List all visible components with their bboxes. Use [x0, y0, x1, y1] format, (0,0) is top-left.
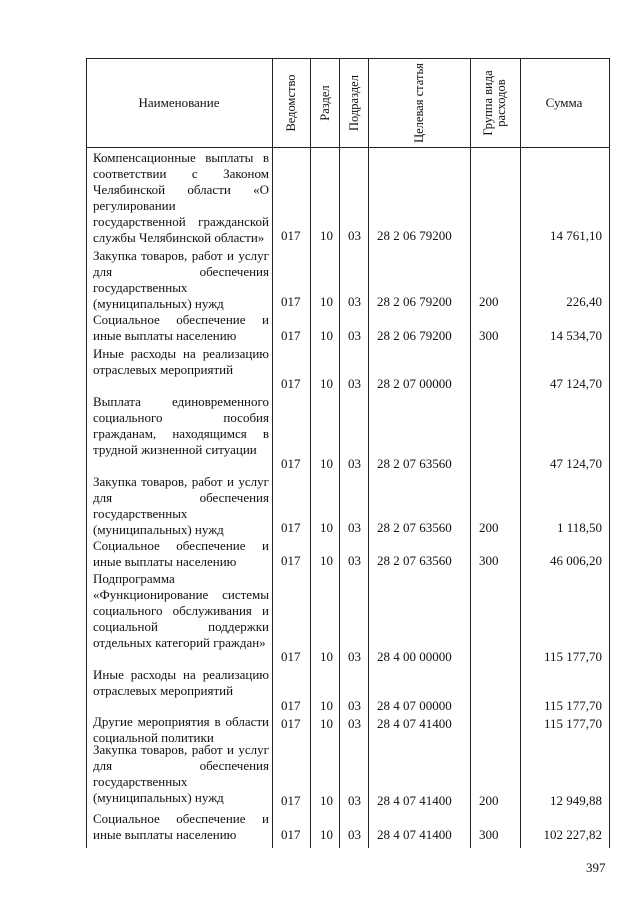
row-gruppa: 300: [479, 827, 499, 842]
row-podrazdel: 03: [348, 827, 361, 842]
row-razdel: 10: [320, 827, 333, 842]
row-podrazdel: 03: [348, 376, 361, 391]
row-podrazdel: 03: [348, 649, 361, 664]
row-gruppa: 200: [479, 520, 499, 535]
row-name: Выплата единовременного социального пособия гражданам, находящимся в трудной жизненной ситуации: [93, 394, 269, 457]
row-gruppa: 300: [479, 328, 499, 343]
row-razdel: 10: [320, 294, 333, 309]
row-summa: 1 118,50: [556, 520, 602, 535]
row-celevaya-statya: 28 4 07 00000: [377, 698, 452, 713]
row-vedomstvo: 017: [281, 228, 301, 243]
row-podrazdel: 03: [348, 456, 361, 471]
row-vedomstvo: 017: [281, 328, 301, 343]
row-podrazdel: 03: [348, 328, 361, 343]
row-summa: 14 761,10: [550, 228, 602, 243]
row-summa: 226,40: [566, 294, 602, 309]
row-name: Социальное обеспечение и иные выплаты населению: [93, 312, 269, 343]
row-vedomstvo: 017: [281, 716, 301, 731]
row-razdel: 10: [320, 376, 333, 391]
table-row: [0, 474, 640, 536]
header-summa: Сумма: [545, 95, 583, 110]
header-razdel: Раздел: [317, 85, 332, 121]
row-name: Закупка товаров, работ и услуг для обеспечения государственных (муниципальных) нужд: [93, 474, 269, 537]
row-gruppa: 200: [479, 793, 499, 808]
row-summa: 115 177,70: [543, 716, 602, 731]
row-podrazdel: 03: [348, 716, 361, 731]
row-razdel: 10: [320, 456, 333, 471]
row-summa: 115 177,70: [543, 698, 602, 713]
row-name: Подпрограмма «Функционирование системы социального обслуживания и социальной поддержки отдельных категорий граждан»: [93, 571, 269, 650]
row-celevaya-statya: 28 2 07 63560: [377, 553, 452, 568]
row-name: Социальное обеспечение и иные выплаты населению: [93, 538, 269, 569]
row-podrazdel: 03: [348, 793, 361, 808]
row-summa: 47 124,70: [550, 376, 602, 391]
row-razdel: 10: [320, 228, 333, 243]
header-celevaya-statya: Целевая статья: [411, 63, 426, 143]
row-razdel: 10: [320, 698, 333, 713]
table-row: [0, 148, 640, 244]
page-number: 397: [586, 860, 606, 875]
row-summa: 46 006,20: [550, 553, 602, 568]
row-name: Закупка товаров, работ и услуг для обеспечения государственных (муниципальных) нужд: [93, 248, 269, 311]
row-celevaya-statya: 28 4 07 41400: [377, 716, 452, 731]
row-razdel: 10: [320, 716, 333, 731]
row-celevaya-statya: 28 2 07 63560: [377, 456, 452, 471]
row-razdel: 10: [320, 649, 333, 664]
row-name: Закупка товаров, работ и услуг для обеспечения государственных (муниципальных) нужд: [93, 742, 269, 805]
row-celevaya-statya: 28 2 07 00000: [377, 376, 452, 391]
row-razdel: 10: [320, 520, 333, 535]
row-podrazdel: 03: [348, 520, 361, 535]
row-vedomstvo: 017: [281, 376, 301, 391]
table-row: [0, 248, 640, 310]
row-summa: 12 949,88: [550, 793, 602, 808]
row-vedomstvo: 017: [281, 294, 301, 309]
table-row: [0, 742, 640, 809]
row-name: Другие мероприятия в области социальной политики: [93, 714, 269, 745]
row-podrazdel: 03: [348, 698, 361, 713]
table-row: [0, 312, 640, 344]
table-row: [0, 538, 640, 569]
row-vedomstvo: 017: [281, 649, 301, 664]
header-vedomstvo: Ведомство: [283, 74, 298, 132]
table-row: [0, 571, 640, 665]
row-name: Социальное обеспечение и иные выплаты населению: [93, 811, 269, 842]
header-name: Наименование: [138, 95, 220, 110]
row-gruppa: 200: [479, 294, 499, 309]
row-razdel: 10: [320, 793, 333, 808]
row-celevaya-statya: 28 4 00 00000: [377, 649, 452, 664]
row-podrazdel: 03: [348, 553, 361, 568]
row-celevaya-statya: 28 2 06 79200: [377, 228, 452, 243]
table-row: [0, 346, 640, 392]
table-row: [0, 811, 640, 843]
row-celevaya-statya: 28 2 07 63560: [377, 520, 452, 535]
row-razdel: 10: [320, 553, 333, 568]
row-vedomstvo: 017: [281, 520, 301, 535]
row-podrazdel: 03: [348, 228, 361, 243]
row-gruppa: 300: [479, 553, 499, 568]
row-name: Иные расходы на реализацию отраслевых мероприятий: [93, 667, 269, 698]
row-celevaya-statya: 28 4 07 41400: [377, 827, 452, 842]
row-celevaya-statya: 28 2 06 79200: [377, 294, 452, 309]
row-razdel: 10: [320, 328, 333, 343]
row-summa: 14 534,70: [550, 328, 602, 343]
row-celevaya-statya: 28 2 06 79200: [377, 328, 452, 343]
row-vedomstvo: 017: [281, 827, 301, 842]
row-name: Компенсационные выплаты в соответствии с Законом Челябинской области «О регулировании государственной гражданской службы Челябинской области»: [93, 150, 269, 245]
header-gruppa: Группа вида расходов: [481, 70, 508, 136]
row-vedomstvo: 017: [281, 456, 301, 471]
row-summa: 115 177,70: [543, 649, 602, 664]
header-podrazdel: Подраздел: [346, 75, 361, 131]
row-name: Иные расходы на реализацию отраслевых мероприятий: [93, 346, 269, 377]
table-row: [0, 667, 640, 714]
row-summa: 102 227,82: [543, 827, 602, 842]
row-celevaya-statya: 28 4 07 41400: [377, 793, 452, 808]
table-row: [0, 394, 640, 472]
row-summa: 47 124,70: [550, 456, 602, 471]
row-vedomstvo: 017: [281, 553, 301, 568]
row-vedomstvo: 017: [281, 793, 301, 808]
row-podrazdel: 03: [348, 294, 361, 309]
row-vedomstvo: 017: [281, 698, 301, 713]
